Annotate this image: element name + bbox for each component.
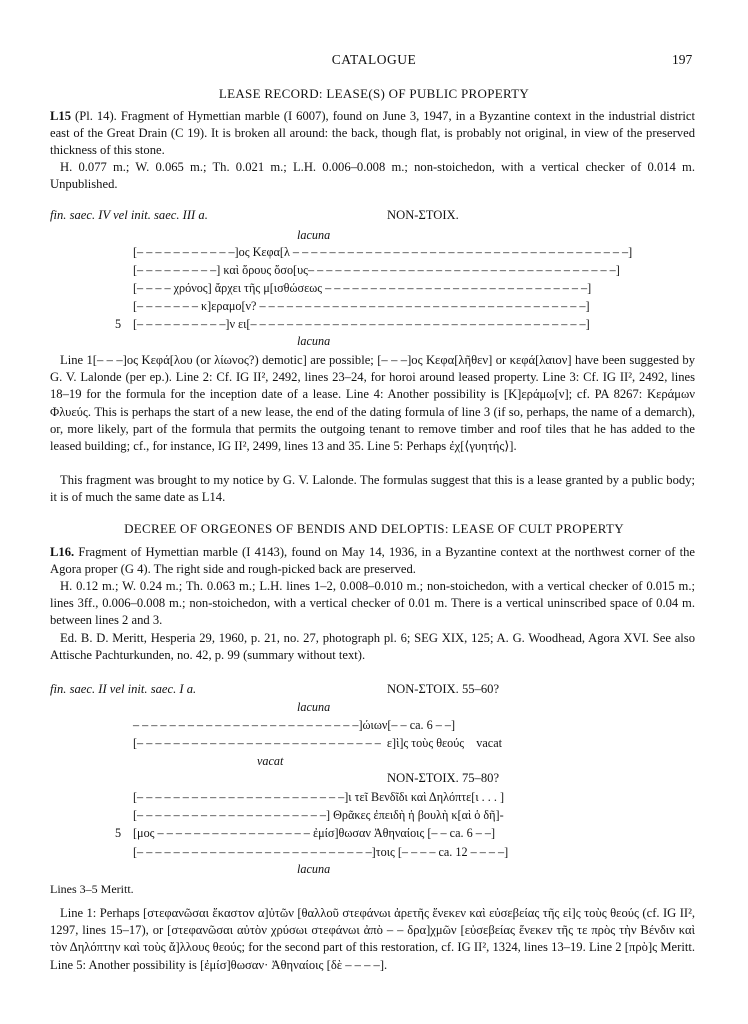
- running-head: CATALOGUE: [331, 52, 417, 67]
- plate-ref: (Pl. 14).: [75, 109, 117, 123]
- inscription-line: [– – – – χρόνος] ἄρχει τῆς μ[ισθώσεως – – – – – – – – – – – – – – – – – – – – – – – – – – – – –]: [133, 281, 592, 295]
- entry-id: L16.: [50, 545, 75, 559]
- style-label: NON-ΣΤΟΙΧ.: [387, 208, 459, 222]
- section-title: LEASE RECORD: LEASE(S) OF PUBLIC PROPERTY: [218, 86, 530, 101]
- inscription-line: – – – – – – – – – – – – – – – – – – – – – – – – –]ώιων[– – ca. 6 – –]: [133, 718, 456, 732]
- dimensions: H. 0.12 m.; W. 0.24 m.; Th. 0.063 m.; L.H. lines 1–2, 0.008–0.010 m.; non-stoichedon, with a vertical checker of 0.015 m.; lines 3ff., 0.006–0.008 m.; non-stoichedon, with a vertical checker of 0.01 m. There is a vertical uninscribed space of 0.04 m. between lines 2 and 3.: [50, 579, 695, 628]
- section-title: DECREE OF ORGEONES OF BENDIS AND DELOPTIS: LEASE OF CULT PROPERTY: [124, 521, 624, 536]
- dimensions: H. 0.077 m.; W. 0.065 m.; Th. 0.021 m.; L.H. 0.006–0.008 m.; non-stoichedon, with a vertical checker of 0.014 m. Unpublished.: [50, 160, 695, 192]
- commentary: Line 1[– – –]ος Κεφά[λου (or λίωνος?) demotic] are possible; [– – –]ος Κεφα[λῆθεν] or κεφά[λαιον] have been suggested by G. V. Lalonde (per ep.). Line 2: Cf. IG II², 2492, lines 23–24, for horoi around leased property. Line 3: Cf. IG II², 2492, lines 18–19 for the formula for the inception date of a lease. Line 4: Another possibility is [K]εράμω[ν]; cf. PA 8267: Κεράμων Φλυεύς. This is perhaps the start of a new lease, the end of the dating formula of line 3 (if so, perhaps, the name of a demarch), or, more likely, part of the formula that permits the outgoing tenant to remove timber and roof tiles that he has added to the leased building; cf., for instance, IG II², 2499, lines 13 and 35. Line 5: Perhaps ἐχ[⟨γυητής⟩].: [50, 353, 695, 454]
- inscription-line: [– – – – – – – – – – – – – – – – – – – – –] Θρᾶκες ἐπειδὴ ἡ βουλὴ κ[αὶ ὁ δῆ]-: [133, 808, 504, 822]
- inscription-line: [– – – – – – – – – –]ν ει[– – – – – – – – – – – – – – – – – – – – – – – – – – – – – – – – – – – – –]: [133, 317, 590, 331]
- entry-description: [50, 108, 695, 160]
- lacuna-bottom: lacuna: [297, 862, 331, 876]
- inscription-line: [– – – – – – – – – – – – – – – – – – – – – – –]ι τεῖ Βενδῖδι καὶ Δηλόπτε[ι . . . ]: [133, 790, 504, 804]
- date-label: fin. saec. IV vel init. saec. III a.: [50, 208, 208, 222]
- inscription-line: [– – – – – – – – – – –]ος Κεφα[λ – – – – – – – – – – – – – – – – – – – – – – – – – – – – – – – – – – – – –]: [133, 245, 633, 259]
- inscription-line: [– – – – – – – – – – – – – – – – – – – – – – – – – –]τοις [– – – – ca. 12 – – – –]: [133, 845, 509, 859]
- page-number: 197: [672, 52, 693, 67]
- style-label: NON-ΣΤΟΙΧ. 55–60?: [387, 682, 500, 696]
- lacuna-top: lacuna: [297, 700, 331, 714]
- lacuna-bottom: lacuna: [297, 334, 331, 348]
- description-text: Fragment of Hymettian marble (I 6007), found on June 3, 1947, in a Byzantine context in the industrial district east of the Great Drain (C 19). It is broken all around: the back, though flat, is probably not original, in view of the preserved thickness of this stone.: [50, 109, 695, 158]
- inscription-line: [– – – – – – – – – – – – – – – – – – – – – – – – – – – ε]ὶ]ς τοὺς θεούς vacat: [133, 736, 502, 750]
- date-label: fin. saec. II vel init. saec. I a.: [50, 682, 197, 696]
- inscription-line: [μος – – – – – – – – – – – – – – – – – ἐμίσ]θωσαν Ἀθηναίοις [– – ca. 6 – –]: [133, 826, 496, 840]
- style-label: NON-ΣΤΟΙΧ. 75–80?: [387, 771, 500, 785]
- entry-description: [50, 544, 695, 578]
- line-number: 5: [115, 317, 122, 331]
- commentary: Line 1: Perhaps [στεφανῶσαι ἕκαστον α]ὐτῶν [θαλλοῦ στεφάνωι ἀρετῆς ἕνεκεν καὶ εὐσεβείας τῆς εἰ]ς τοὺς θεούς (cf. IG II², 1297, lines 15–17), or [στεφανῶσαι αὐτὸν χρύσωι στεφάνωι ἀπὸ – – δρα]χμῶν [εὐσεβείας ἕνεκεν τῆς τε πρὸς τὴν Βένδιν καὶ τὸν Δηλόπτην καὶ τοὺς ἄ]λλους θεούς; for the second part of this restoration, cf. IG II², 1324, lines 13–19. Line 2 [πρὸ]ς Meritt. Line 5: Another possibility is [ἐμίσ]θωσαν· Ἀθηναίοις [δὲ – – – –].: [50, 906, 695, 972]
- vacat: vacat: [257, 754, 284, 768]
- note: Lines 3–5 Meritt.: [50, 882, 134, 896]
- lacuna-top: lacuna: [297, 228, 331, 242]
- commentary: This fragment was brought to my notice by G. V. Lalonde. The formulas suggest that this is a lease granted by a public body; it is of much the same date as L14.: [50, 473, 695, 505]
- entry-id: L15: [50, 109, 71, 123]
- line-number: 5: [115, 826, 122, 840]
- edition: Ed. B. D. Meritt, Hesperia 29, 1960, p. 21, no. 27, photograph pl. 6; SEG XIX, 125; A. G. Woodhead, Agora XVI. See also Attische Pachturkunden, no. 42, p. 99 (summary without text).: [50, 631, 695, 663]
- inscription-line: [– – – – – – – – –] καὶ ὅρους ὅσο[υς– – – – – – – – – – – – – – – – – – – – – – – – – – – – – – – – – –]: [133, 263, 620, 277]
- inscription-line: [– – – – – – – κ]εραμο[ν? – – – – – – – – – – – – – – – – – – – – – – – – – – – – – – – – – – – –]: [133, 299, 590, 313]
- description-text: Fragment of Hymettian marble (I 4143), found on May 14, 1936, in a Byzantine context at the northwest corner of the Agora proper (G 4). The right side and rough-picked back are preserved.: [50, 545, 695, 577]
